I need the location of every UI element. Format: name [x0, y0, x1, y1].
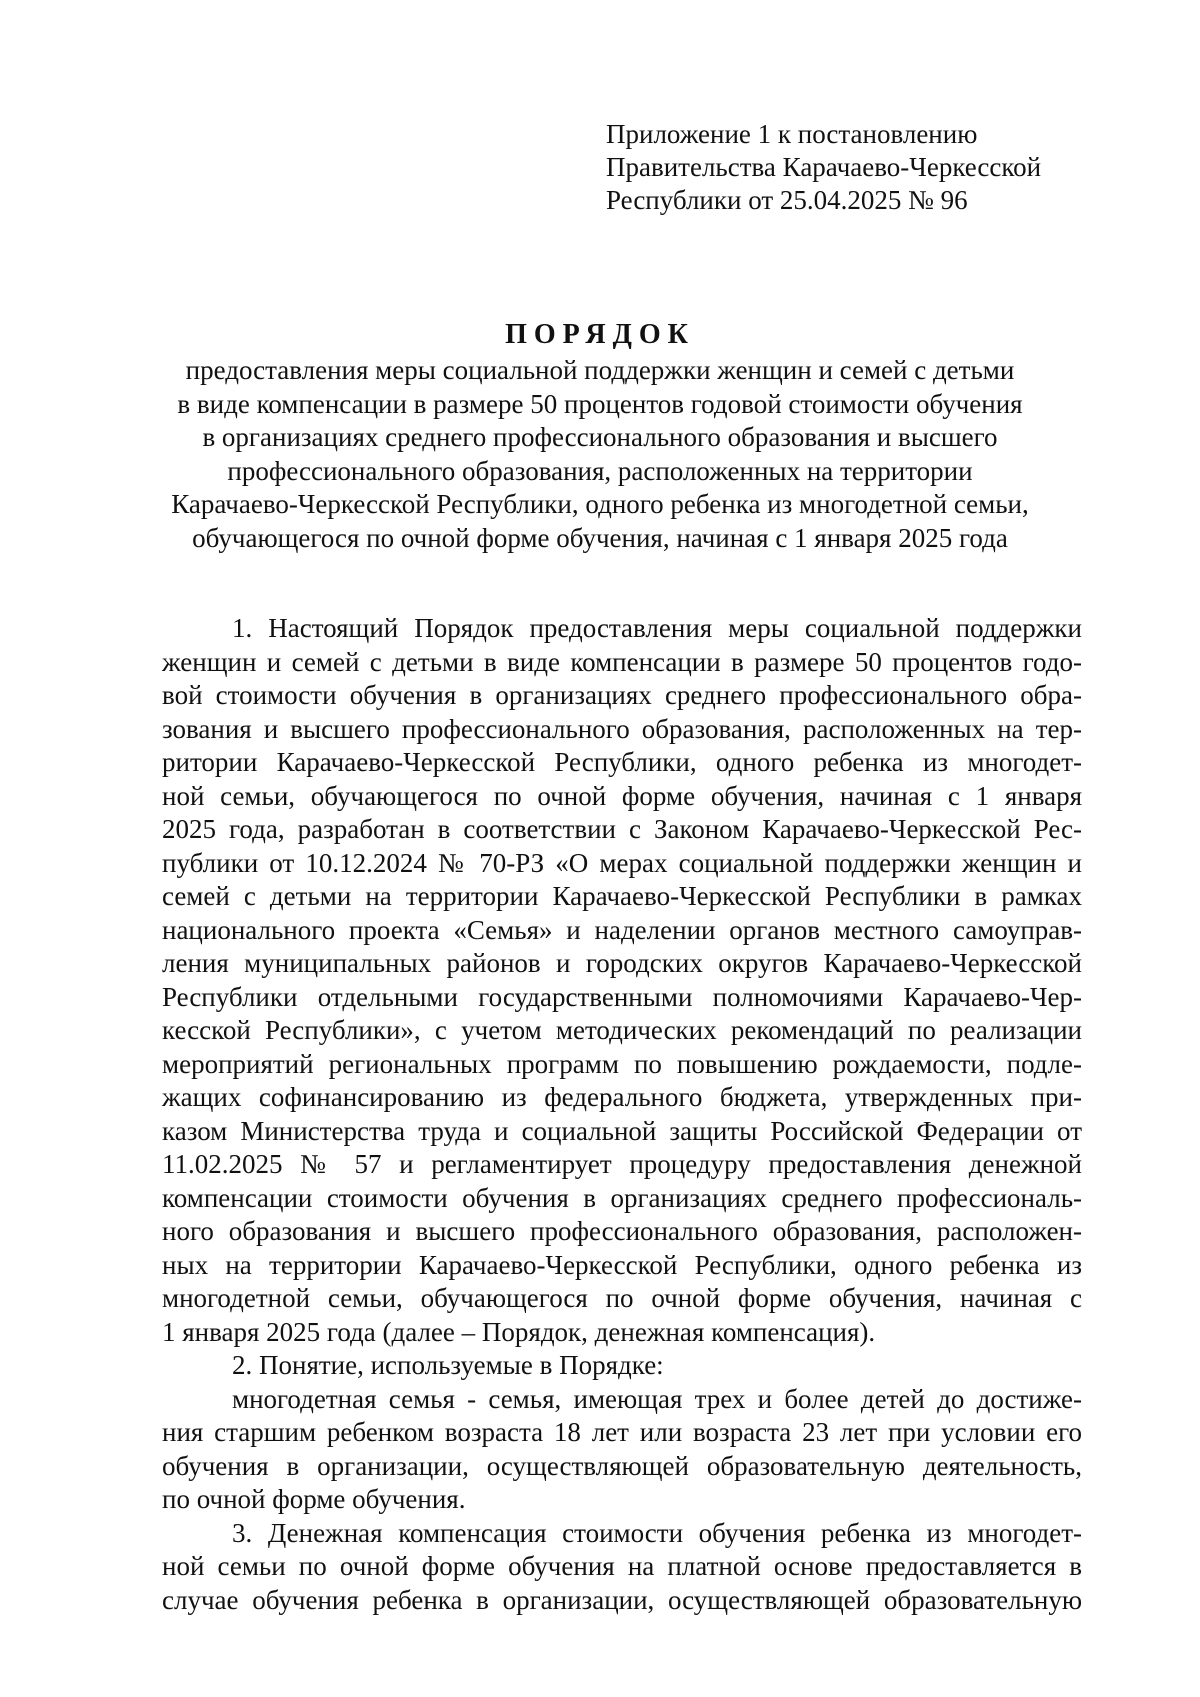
paragraph-1-line: семей с детьми на территории Карачаево-Черкесской Республики в рамках — [162, 881, 1082, 911]
paragraph-1-line: зования и высшего профессионального образования, расположенных на тер- — [162, 713, 1082, 744]
document-title: ПОРЯДОК — [505, 319, 695, 350]
paragraph-2-line: 2. Понятие, используемые в Порядке: — [232, 1350, 664, 1380]
paragraph-3-line: 3. Денежная компенсация стоимости обучения ребенка из многодет- — [232, 1517, 1082, 1548]
paragraph-1-line: публики от 10.12.2024 № 70-РЗ «О мерах социальной поддержки женщин и — [162, 847, 1082, 878]
paragraph-1-line: 11.02.2025 № 57 и регламентирует процедуру предоставления денежной — [162, 1149, 1082, 1179]
paragraph-1-line: национального проекта «Семья» и наделении органов местного самоуправ- — [162, 914, 1082, 945]
appendix-line: Приложение 1 к постановлению — [606, 119, 978, 149]
paragraph-1-line: ной семьи, обучающегося по очной форме обучения, начиная с 1 января — [162, 780, 1082, 811]
subtitle-line: Карачаево-Черкесской Республики, одного ребенка из многодетной семьи, — [171, 489, 1029, 520]
paragraph-1-line: ных на территории Карачаево-Черкесской Республики, одного ребенка из — [162, 1249, 1082, 1280]
paragraph-1-line: казом Министерства труда и социальной защиты Российской Федерации от — [162, 1115, 1082, 1146]
paragraph-1-line: кесской Республики», с учетом методических рекомендаций по реализации — [162, 1015, 1082, 1045]
subtitle-line: предоставления меры социальной поддержки женщин и семей с детьми — [185, 355, 1015, 385]
document-body — [162, 612, 1082, 1617]
paragraph-1-line: ритории Карачаево-Черкесской Республики, одного ребенка из многодет- — [162, 747, 1082, 777]
paragraph-1-line: 1 января 2025 года (далее – Порядок, денежная компенсация). — [162, 1316, 876, 1347]
paragraph-1-line: Республики отдельными государственными полномочиями Карачаево-Чер- — [162, 981, 1082, 1012]
paragraph-1-line: мероприятий региональных программ по повышению рождаемости, подле- — [162, 1048, 1082, 1079]
paragraph-1-line: компенсации стоимости обучения в организациях среднего профессиональ- — [162, 1182, 1082, 1213]
paragraph-3-line: ной семьи по очной форме обучения на платной основе предоставляется в — [162, 1551, 1082, 1581]
paragraph-2-definition-line: многодетная семья - семья, имеющая трех и более детей до достиже- — [232, 1383, 1082, 1414]
paragraph-1-line: 2025 года, разработан в соответствии с Законом Карачаево-Черкесской Рес- — [162, 814, 1082, 844]
paragraph-3-line: случае обучения ребенка в организации, осуществляющей образовательную — [162, 1584, 1082, 1615]
subtitle-line: профессионального образования, расположенных на территории — [227, 455, 973, 486]
paragraph-2-definition-line: по очной форме обучения. — [162, 1484, 466, 1514]
paragraph-2-definition-line: обучения в организации, осуществляющей образовательную деятельность, — [162, 1450, 1082, 1481]
appendix-line: Правительства Карачаево-Черкесской — [606, 152, 1042, 182]
paragraph-1-line: 1. Настоящий Порядок предоставления меры социальной поддержки — [232, 613, 1082, 643]
paragraph-1-line: ного образования и высшего профессионального образования, расположен- — [162, 1216, 1082, 1246]
appendix-header — [606, 118, 1126, 217]
subtitle-line: в организациях среднего профессионального образования и высшего — [202, 422, 998, 453]
document-subtitle — [100, 354, 1100, 556]
paragraph-1-line: жащих софинансированию из федерального бюджета, утвержденных при- — [162, 1082, 1082, 1112]
paragraph-1-line: вой стоимости обучения в организациях среднего профессионального обра- — [162, 680, 1082, 710]
subtitle-line: обучающегося по очной форме обучения, начиная с 1 января 2025 года — [192, 522, 1008, 553]
paragraph-2-definition-line: ния старшим ребенком возраста 18 лет или возраста 23 лет при условии его — [162, 1417, 1082, 1447]
subtitle-line: в виде компенсации в размере 50 процентов годовой стоимости обучения — [177, 388, 1023, 419]
paragraph-1-line: многодетной семьи, обучающегося по очной форме обучения, начиная с — [162, 1283, 1082, 1313]
paragraph-1-line: женщин и семей с детьми в виде компенсации в размере 50 процентов годо- — [162, 646, 1082, 677]
paragraph-1-line: ления муниципальных районов и городских округов Карачаево-Черкесской — [162, 948, 1082, 978]
appendix-line: Республики от 25.04.2025 № 96 — [606, 185, 968, 215]
